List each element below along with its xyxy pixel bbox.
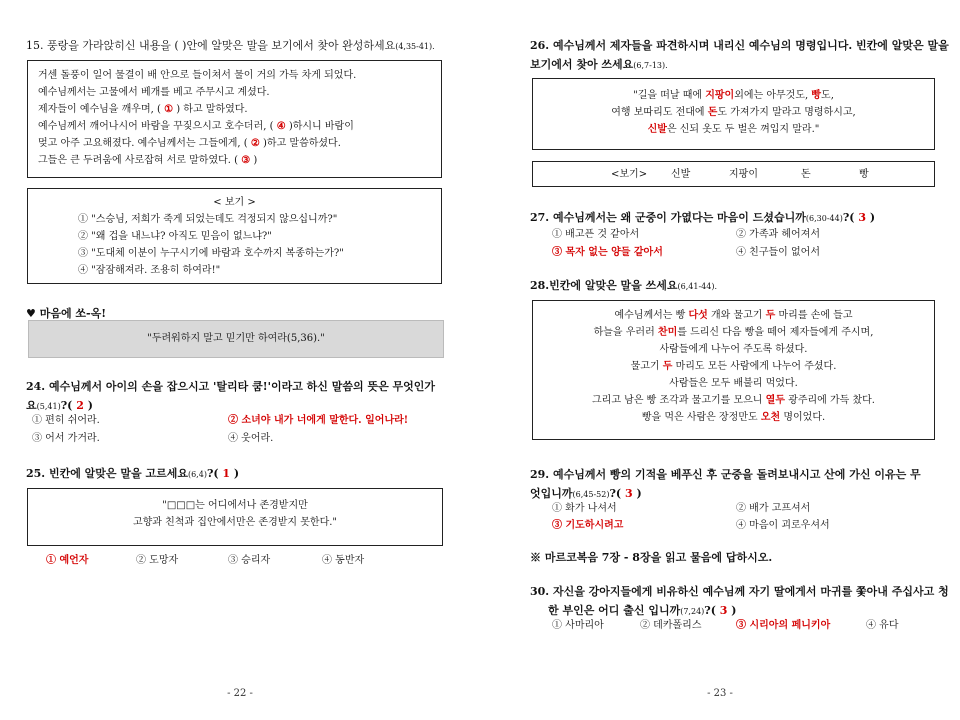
question-25-answer: 1 <box>218 467 234 480</box>
q28-line-1 <box>543 307 924 324</box>
question-27-answer: 3 <box>854 211 870 224</box>
question-27-ref: (6,30-44) <box>805 214 843 223</box>
q25-quote-box <box>27 488 443 546</box>
story-line-3 <box>38 101 431 118</box>
question-29 <box>530 465 955 504</box>
question-24-text: 요 <box>26 399 37 412</box>
q25-quote-line-1: "□□□는 어디에서나 존경받지만 <box>162 500 308 511</box>
answer-mark: ② <box>250 138 260 149</box>
text: 개와 물고기 <box>707 310 766 321</box>
q30-option-3: ③ 시리아의 페니키아 <box>736 620 831 631</box>
q26-bogi-item-3: 돈 <box>801 169 811 180</box>
question-30-text: 한 부인은 어디 출신 입니까 <box>548 604 681 617</box>
q25-option-4: ④ 동반자 <box>322 555 365 566</box>
q29-option-3: ③ 기도하시려고 <box>552 520 624 531</box>
question-26-line-2 <box>530 55 955 75</box>
text: 도 가져가지 말라고 명령하시고, <box>717 107 856 118</box>
page-number-22: - 22 - <box>227 688 253 699</box>
q28-line-3: 사람들에게 나누어 주도록 하셨다. <box>659 344 808 355</box>
answer-close: ) <box>233 467 240 480</box>
text: 명이었다. <box>780 412 826 423</box>
text: 를 드리신 다음 빵을 떼어 제자들에게 주시며, <box>677 327 874 338</box>
answer-mark: ④ <box>276 121 286 132</box>
question-15-text: 15. 풍랑을 가라앉히신 내용을 ( )안에 알맞은 말을 보기에서 찾아 완성하세요 <box>26 39 396 52</box>
q28-line-4 <box>543 358 924 375</box>
question-29-ref: (6,45-52) <box>572 490 610 499</box>
bogi-item-2: ② "왜 겁을 내느냐? 아직도 믿음이 없느냐?" <box>78 231 272 242</box>
q28-line-2 <box>543 324 924 341</box>
question-28-text: 28.빈칸에 알맞은 말을 쓰세요 <box>530 279 678 292</box>
q29-option-4: ④ 마음이 괴로우셔서 <box>736 520 830 531</box>
story-text: 제자들이 예수님을 깨우며, ( <box>38 104 165 115</box>
question-29-line-1: 29. 예수님께서 빵의 기적을 베푸신 후 군중을 돌려보내시고 산에 가신 이유는 무 <box>530 468 921 481</box>
q26-bogi-label: <보기> <box>611 169 648 180</box>
answer-open: ?( <box>60 399 73 412</box>
answer-close: ) <box>87 399 93 412</box>
answer-open: ?( <box>206 467 219 480</box>
question-30-ref: (7,24) <box>680 607 705 616</box>
q26-bogi-item-1: 신발 <box>671 169 691 180</box>
q28-story-box <box>532 300 935 440</box>
question-24-answer: 2 <box>72 399 88 412</box>
answer-word: 빵 <box>811 90 822 101</box>
q26-command-box <box>532 78 935 150</box>
answer-word: 신발 <box>647 124 667 135</box>
q26-bogi-item-4: 빵 <box>859 169 869 180</box>
bogi-item-1: ① "스승님, 저희가 죽게 되었는데도 걱정되지 않으십니까?" <box>78 214 338 225</box>
question-26-line-1: 26. 예수님께서 제자들을 파견하시며 내리신 예수님의 명령입니다. 빈칸에 알맞은 말을 <box>530 39 949 52</box>
question-25 <box>26 464 239 484</box>
text: 여행 보따리도 전대에 <box>611 107 708 118</box>
page-number-23: - 23 - <box>707 688 733 699</box>
q29-option-2: ② 배가 고프셔서 <box>736 503 811 514</box>
question-29-answer: 3 <box>621 487 637 500</box>
question-28-ref: (6,41-44). <box>677 282 717 291</box>
answer-word: 오천 <box>760 412 781 423</box>
answer-close: ) <box>636 487 642 500</box>
story-line-2: 예수님께서는 고물에서 베개를 베고 주무시고 계셨다. <box>38 87 270 98</box>
answer-word: 지팡이 <box>705 90 735 101</box>
q30-option-2: ② 데카폴리스 <box>640 620 702 631</box>
q24-option-4: ④ 웃어라. <box>228 433 274 444</box>
story-line-4 <box>38 118 431 135</box>
question-27 <box>530 208 875 228</box>
q24-option-3: ③ 어서 가거라. <box>32 433 100 444</box>
text: 하늘을 우러러 <box>593 327 658 338</box>
q25-quote-line-2: 고향과 친척과 집안에서만은 존경받지 못한다." <box>132 517 338 528</box>
question-30-line-1: 30. 자신을 강아지들에게 비유하신 예수님께 자기 딸에게서 마귀를 쫓아내 주십사고 청 <box>530 585 949 598</box>
question-25-text: 25. 빈칸에 알맞은 말을 고르세요 <box>26 467 188 480</box>
q27-option-4: ④ 친구들이 없어서 <box>736 247 820 258</box>
bogi-title: < 보기 > <box>213 197 256 208</box>
text: 은 신되 옷도 두 벌은 껴입지 말라." <box>666 124 820 135</box>
answer-word: 다섯 <box>688 310 708 321</box>
q29-option-1: ① 화가 나셔서 <box>552 503 617 514</box>
answer-mark: ③ <box>241 155 251 166</box>
text: 마리를 손에 들고 <box>775 310 853 321</box>
question-26 <box>530 36 955 75</box>
q25-option-2: ② 도망자 <box>136 555 179 566</box>
question-26-ref: (6,7-13). <box>633 61 668 70</box>
text: 마리도 모든 사람에게 나누어 주셨다. <box>672 361 837 372</box>
question-30-answer: 3 <box>715 604 732 617</box>
question-26-text: 보기에서 찾아 쓰세요 <box>530 58 634 71</box>
q26-line-2 <box>543 104 924 121</box>
q26-bogi-item-2: 지팡이 <box>729 169 758 180</box>
question-24-line-1: 24. 예수님께서 아이의 손을 잡으시고 '탈리타 쿰!'이라고 하신 말씀의 뜻은 무엇인가 <box>26 380 436 393</box>
answer-mark: ① <box>164 104 174 115</box>
q26-bogi-box <box>532 161 935 187</box>
story-text: )하고 말씀하셨다. <box>259 138 341 149</box>
text: 예수님께서는 빵 <box>614 310 689 321</box>
q25-option-3: ③ 승리자 <box>228 555 271 566</box>
question-25-ref: (6,4) <box>187 470 207 479</box>
q28-line-6 <box>543 392 924 409</box>
story-line-1: 거센 돌풍이 일어 물결이 배 안으로 들이쳐서 물이 거의 가득 차게 되었다. <box>38 70 357 81</box>
q24-option-2: ② 소녀야 내가 너에게 말한다. 일어나라! <box>228 415 409 426</box>
question-15 <box>26 36 471 56</box>
answer-close: ) <box>731 604 737 617</box>
q27-option-1: ① 배고픈 것 같아서 <box>552 229 640 240</box>
story-line-5 <box>38 135 431 152</box>
q26-line-3 <box>543 121 924 138</box>
question-29-text: 엇입니까 <box>530 487 573 500</box>
text: "길을 떠날 때에 <box>633 90 706 101</box>
bogi-item-3: ③ "도대체 이분이 누구시기에 바람과 호수까지 복종하는가?" <box>78 248 344 259</box>
answer-open: ?( <box>609 487 622 500</box>
text: 물고기 <box>630 361 663 372</box>
q27-option-2: ② 가족과 헤어져서 <box>736 229 820 240</box>
answer-open: ?( <box>842 211 855 224</box>
q30-option-1: ① 사마리아 <box>552 620 604 631</box>
answer-word: 두 <box>765 310 776 321</box>
question-30 <box>530 582 955 621</box>
answer-word: 돈 <box>707 107 718 118</box>
text: 광주리에 가득 찼다. <box>784 395 875 406</box>
story-text: ) 하고 말하였다. <box>173 104 248 115</box>
question-24-ref: (5,41) <box>36 402 61 411</box>
q15-bogi-box <box>27 188 442 284</box>
q30-option-4: ④ 유다 <box>866 620 899 631</box>
question-27-text: 27. 예수님께서는 왜 군중이 가엾다는 마음이 드셨습니까 <box>530 211 806 224</box>
text: 그리고 남은 빵 조각과 물고기를 모으니 <box>592 395 766 406</box>
text: 빵을 먹은 사람은 장정만도 <box>641 412 761 423</box>
answer-close: ) <box>869 211 876 224</box>
story-line-6 <box>38 152 431 169</box>
q28-line-7 <box>543 409 924 426</box>
question-15-ref: (4,35-41). <box>395 42 435 51</box>
q15-story-box <box>27 60 442 178</box>
answer-word: 두 <box>662 361 673 372</box>
page-23 <box>480 0 960 720</box>
text: 도, <box>821 90 834 101</box>
text: 외에는 아무것도, <box>734 90 812 101</box>
q24-option-1: ① 편히 쉬어라. <box>32 415 100 426</box>
q25-option-1: ① 예언자 <box>46 555 89 566</box>
question-24 <box>26 377 471 416</box>
q26-line-1 <box>543 87 924 104</box>
answer-word: 찬미 <box>657 327 678 338</box>
answer-word: 열두 <box>765 395 785 406</box>
story-text: 그들은 큰 두려움에 사로잡혀 서로 말하였다. ( <box>38 155 242 166</box>
q28-line-5: 사람들은 모두 배불리 먹었다. <box>669 378 798 389</box>
question-28 <box>530 276 717 296</box>
heart-title: ♥ 마음에 쏘-옥! <box>26 307 107 320</box>
story-text: 멎고 아주 고요해졌다. 예수님께서는 그들에게, ( <box>38 138 251 149</box>
bogi-item-4: ④ "잠잠해져라. 조용히 하여라!" <box>78 265 221 276</box>
section-note: ※ 마르코복음 7장 - 8장을 읽고 물음에 답하시오. <box>530 551 773 564</box>
story-text: ) <box>250 155 258 166</box>
q27-option-3: ③ 목자 없는 양들 같아서 <box>552 247 663 258</box>
story-text: )하시니 바람이 <box>285 121 354 132</box>
heart-verse-box <box>28 320 444 358</box>
story-text: 예수님께서 깨어나시어 바람을 꾸짖으시고 호수더러, ( <box>38 121 277 132</box>
heart-verse: "두려워하지 말고 믿기만 하여라(5,36)." <box>147 333 325 344</box>
answer-open: ?( <box>704 604 716 617</box>
